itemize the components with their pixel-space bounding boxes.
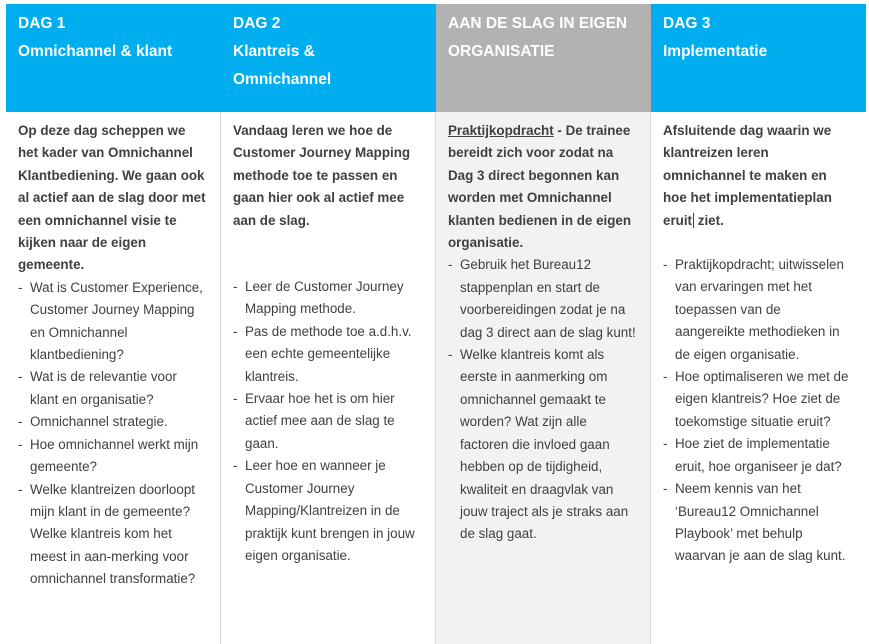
bullet-dash: -: [448, 257, 453, 273]
list-item: [233, 276, 423, 321]
day2-bullet-list: [233, 276, 423, 567]
cell-own-organisation: [436, 112, 651, 644]
cell-day3: [651, 112, 866, 644]
practical-assignment-label: Praktijkopdracht: [448, 123, 554, 138]
day1-bullet-list: [18, 277, 208, 591]
list-item-text: Hoe ziet de implementatie eruit, hoe organiseer je dat?: [675, 436, 842, 474]
bullet-dash: -: [18, 436, 23, 452]
bullet-dash: -: [663, 257, 668, 273]
header-day1-line2: Omnichannel & klant: [18, 43, 173, 60]
bullet-dash: -: [18, 481, 23, 497]
list-item-text: Wat is de relevantie voor klant en organisatie?: [30, 369, 177, 407]
bullet-dash: -: [18, 279, 23, 295]
list-item: [18, 366, 208, 411]
header-day1: [6, 4, 221, 112]
list-item-text: Leer de Customer Journey Mapping methode.: [245, 279, 404, 317]
list-item-text: Gebruik het Bureau12 stappenplan en start de voorbereidingen zodat je na dag 3 direct aan de slag kunt!: [460, 257, 636, 340]
bullet-dash: -: [663, 436, 668, 452]
list-item: [18, 479, 208, 591]
list-item-text: Neem kennis van het ‘Bureau12 Omnichannel Playbook’ met behulp waarvan je aan de slag kunt.: [675, 481, 846, 564]
header-own-organisation-line2: ORGANISATIE: [448, 43, 555, 60]
day3-intro: [663, 120, 854, 232]
header-day2-line1: DAG 2: [233, 15, 281, 32]
list-item: [18, 434, 208, 479]
list-item: [663, 433, 854, 478]
header-day3-line2: Implementatie: [663, 43, 768, 60]
bullet-dash: -: [233, 323, 238, 339]
header-day3: [651, 4, 866, 112]
list-item-text: Leer hoe en wanneer je Customer Journey Mapping/Klantreizen in de praktijk kunt brengen in jouw eigen organisatie.: [245, 458, 415, 563]
list-item-text: Wat is Customer Experience, Customer Journey Mapping en Omnichannel klantbediening?: [30, 279, 203, 363]
list-item-text: Hoe optimaliseren we met de eigen klantreis? Hoe ziet de toekomstige situatie eruit?: [675, 369, 849, 429]
list-item: [663, 366, 854, 433]
day2-intro: Vandaag leren we hoe de Customer Journey Mapping methode toe te passen en gaan hier ook al actief mee aan de slag.: [233, 123, 411, 228]
list-item-text: Ervaar hoe het is om hier actief mee aan de slag te gaan.: [245, 391, 395, 451]
list-item: [18, 277, 208, 367]
list-item: [448, 254, 638, 344]
day1-intro: Op deze dag scheppen we het kader van Omnichannel Klantbediening. We gaan ook al actief aan de slag door met een omnichannel visie te kijken naar de eigen gemeente.: [18, 123, 206, 273]
own-organisation-intro: [448, 120, 638, 254]
list-item-text: Welke klantreizen doorloopt mijn klant in de gemeente? Welke klantreis kom het meest in aan-merking voor omnichannel transformatie?: [30, 481, 196, 587]
bullet-dash: -: [663, 481, 668, 497]
header-day2-line2: Klantreis &: [233, 43, 315, 60]
day3-bullet-list: [663, 254, 854, 568]
bullet-dash: -: [18, 414, 23, 430]
list-item: [233, 388, 423, 455]
bullet-dash: -: [233, 458, 238, 474]
training-program-table: [6, 4, 866, 644]
header-day2-line3: Omnichannel: [233, 71, 332, 88]
bullet-dash: -: [233, 391, 238, 407]
header-own-organisation-line1: AAN DE SLAG IN EIGEN: [448, 15, 628, 32]
list-item-text: Pas de methode toe a.d.h.v. een echte gemeentelijke klantreis.: [245, 323, 412, 384]
list-item: [663, 254, 854, 366]
cell-day2: [221, 112, 436, 644]
bullet-dash: -: [233, 279, 238, 295]
list-item-text: Welke klantreis komt als eerste in aanmerking om omnichannel gemaakt te worden? Wat zijn alle factoren die invloed gaan hebben op de tijdigheid, kwaliteit en draagvlak van jouw traject als je straks aan de slag gaat.: [460, 347, 629, 542]
own-organisation-bullet-list: [448, 254, 638, 545]
bullet-dash: -: [448, 347, 453, 363]
day3-intro-text: Afsluitende dag waarin we klantreizen leren omnichannel te maken en hoe het implementatieplan eruit: [663, 123, 832, 228]
header-day3-line1: DAG 3: [663, 15, 711, 32]
own-organisation-intro-text: - De trainee bereidt zich voor zodat na Dag 3 direct begonnen kan worden met Omnichannel klanten bedienen in de eigen organisatie.: [448, 123, 632, 251]
header-own-organisation: [436, 4, 651, 112]
list-item: [233, 455, 423, 567]
list-item-text: Hoe omnichannel werkt mijn gemeente?: [30, 436, 199, 475]
header-day2: [221, 4, 436, 112]
bullet-dash: -: [18, 369, 23, 385]
list-item: [233, 321, 423, 388]
header-day1-line1: DAG 1: [18, 15, 66, 32]
list-item: [448, 344, 638, 546]
day3-intro-end: ziet.: [694, 212, 724, 228]
list-item-text: Omnichannel strategie.: [30, 414, 168, 430]
list-item-text: Praktijkopdracht; uitwisselen van ervaringen met het toepassen van de aangereikte methodieken in de eigen organisatie.: [675, 257, 844, 362]
list-item: [18, 411, 208, 433]
list-item: [663, 478, 854, 568]
cell-day1: [6, 112, 221, 644]
bullet-dash: -: [663, 369, 668, 385]
